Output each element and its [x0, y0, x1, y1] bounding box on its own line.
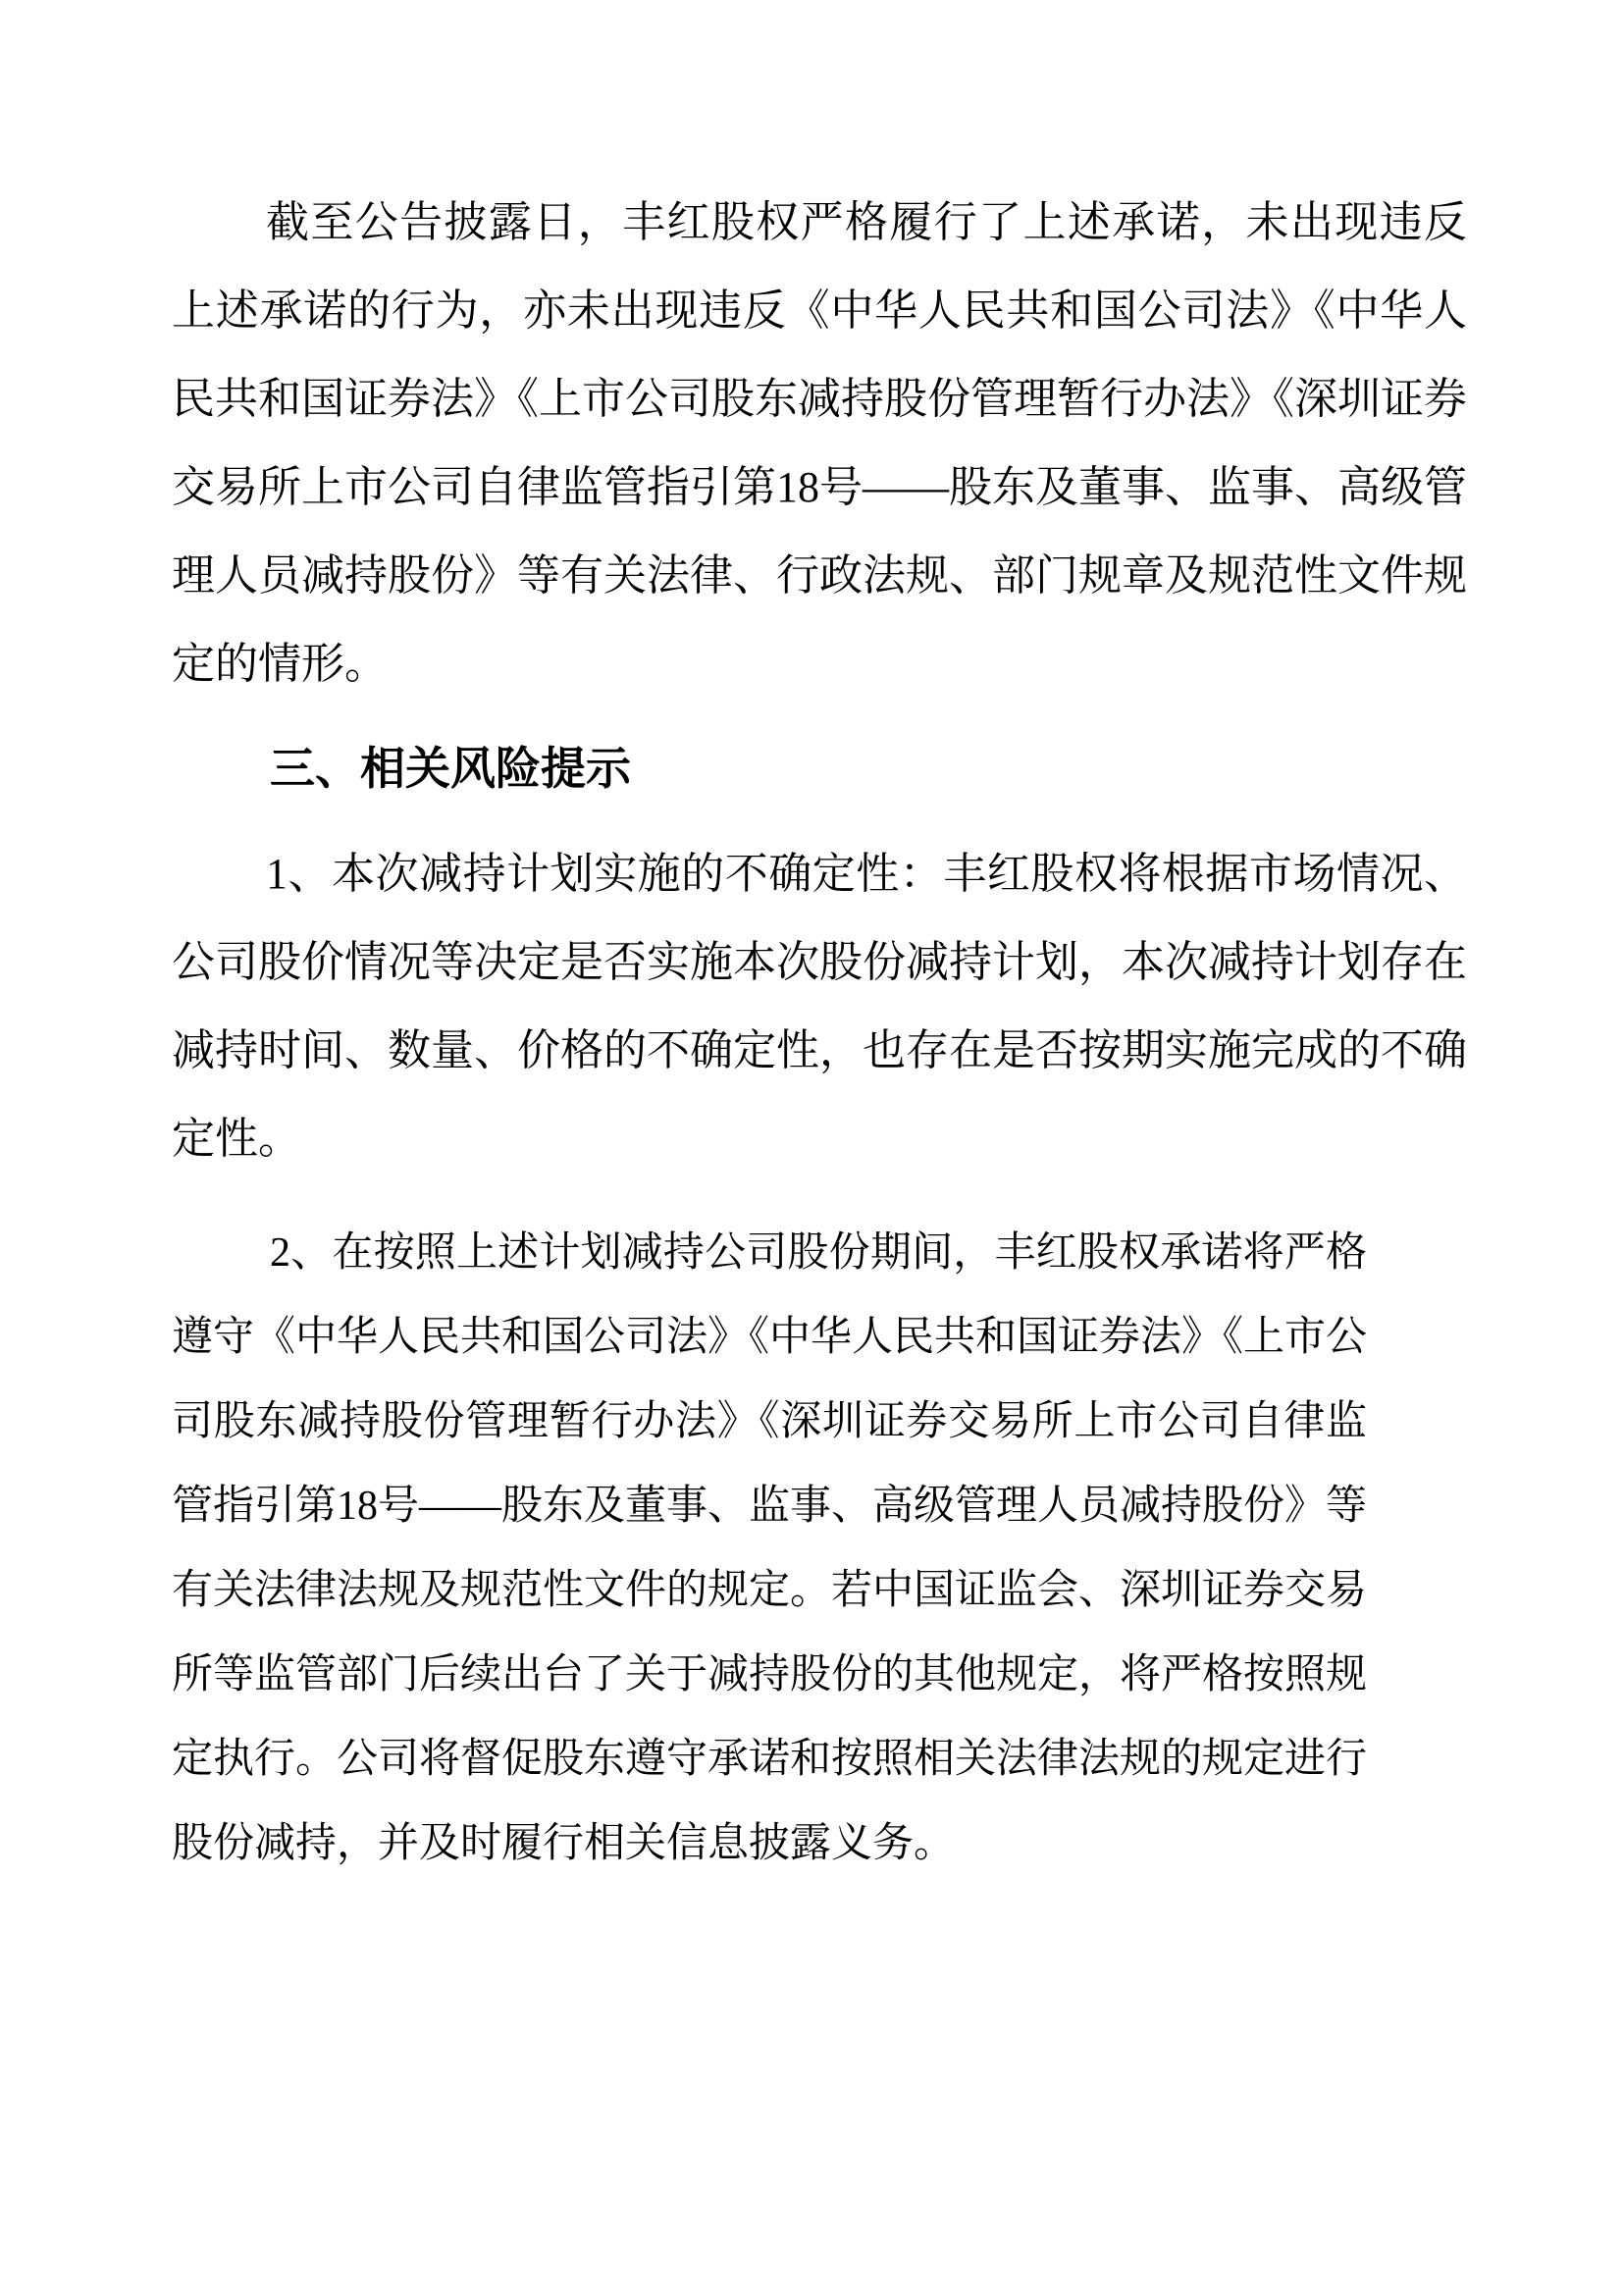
section-heading-risk-notice: 三、相关风险提示 — [270, 743, 631, 794]
paragraph-commitment-compliance: 截至公告披露日，丰红股权严格履行了上述承诺，未出现违反上述承诺的行为，亦未出现违反《中华人民共和国公司法》《中华人民共和国证券法》《上市公司股东减持股份管理暂行办法》《深圳证券交易所上市公司自律监管指引第18号——股东及董事、监事、高级管理人员减持股份》等有关法律、行政法规、部门规章及规范性文件规定的情形。 — [172, 198, 1467, 688]
document-content — [172, 0, 1467, 1886]
paragraph-risk-regulation-commitment: 2、在按照上述计划减持公司股份期间，丰红股权承诺将严格遵守《中华人民共和国公司法》《中华人民共和国证券法》《上市公司股东减持股份管理暂行办法》《深圳证券交易所上市公司自律监管指引第18号——股东及董事、监事、高级管理人员减持股份》等有关法律法规及规范性文件的规定。若中国证监会、深圳证券交易所等监管部门后续出台了关于减持股份的其他规定，将严格按照规定执行。公司将督促股东遵守承诺和按照相关法律法规的规定进行股份减持，并及时履行相关信息披露义务。 — [172, 1230, 1368, 1866]
paragraph-risk-uncertainty: 1、本次减持计划实施的不确定性：丰红股权将根据市场情况、公司股价情况等决定是否实施本次股份减持计划，本次减持计划存在减持时间、数量、价格的不确定性，也存在是否按期实施完成的不确定性。 — [172, 850, 1467, 1163]
